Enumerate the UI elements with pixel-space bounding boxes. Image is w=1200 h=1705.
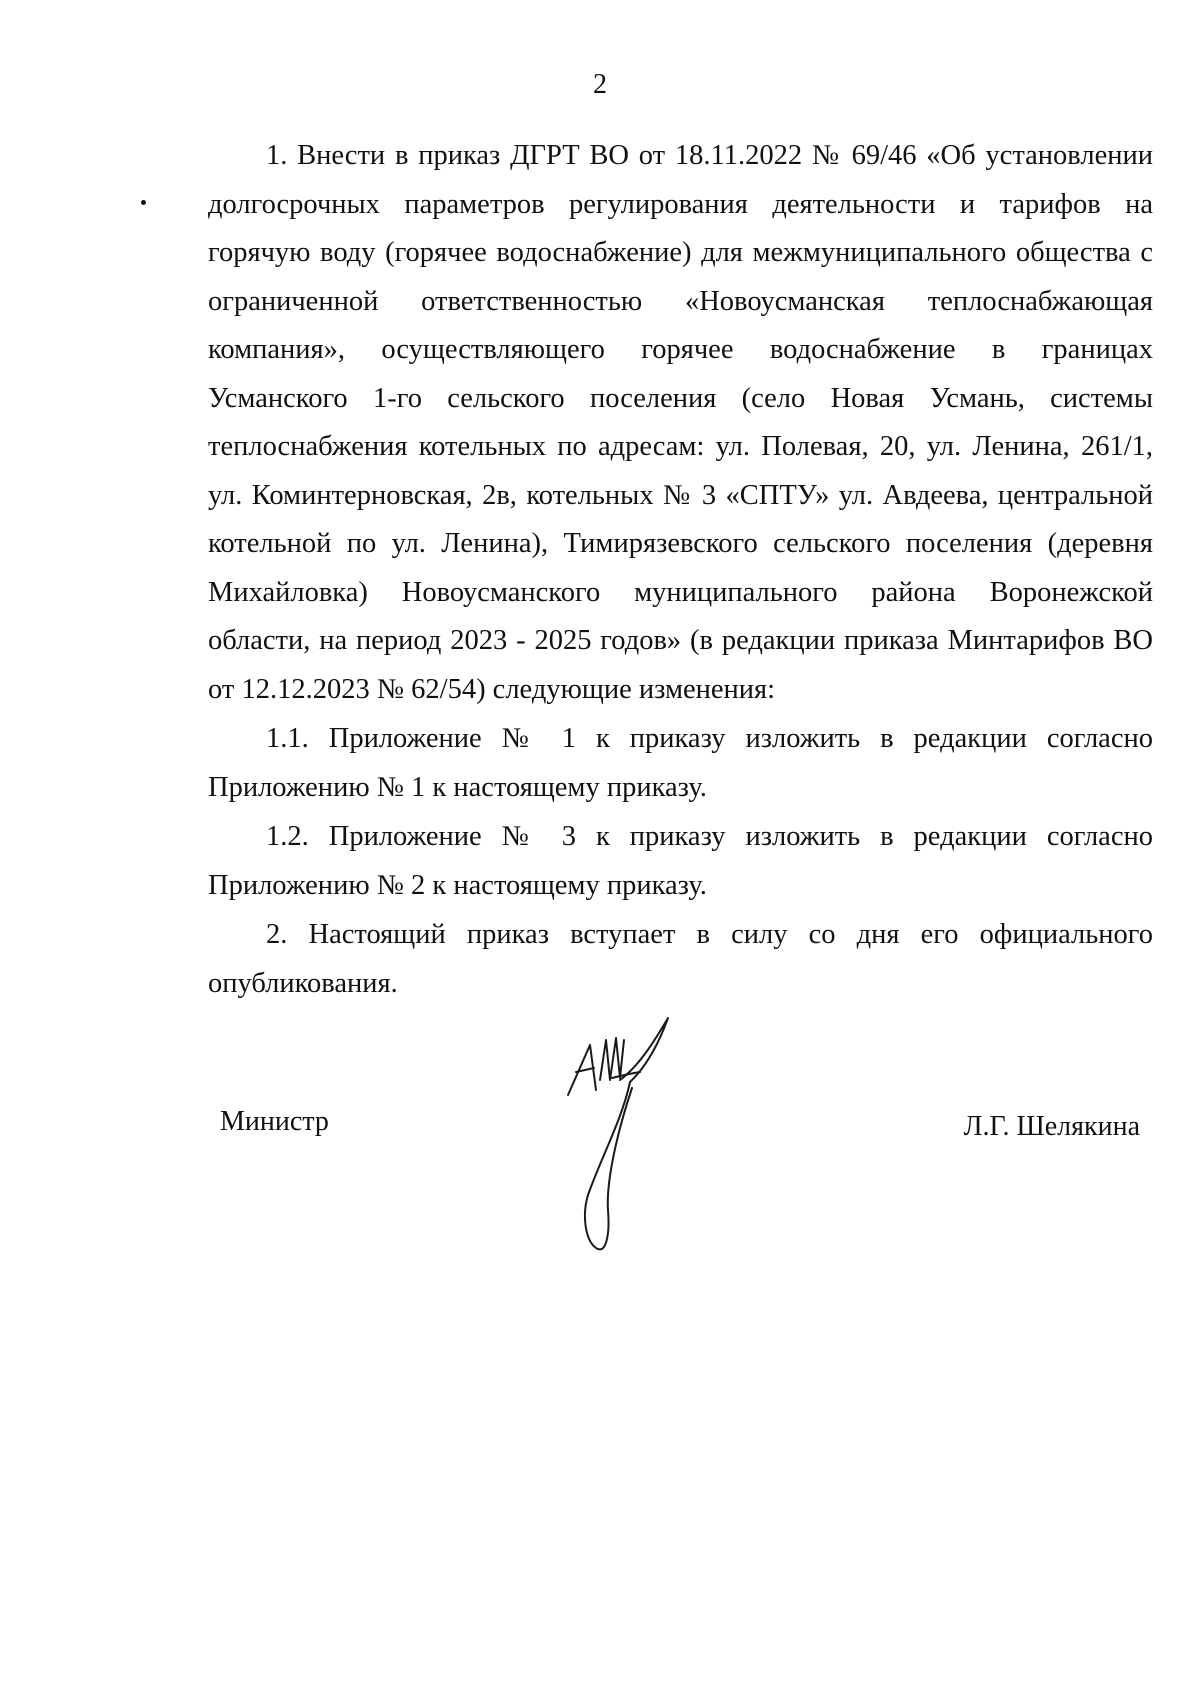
paragraph-1-1: 1.1. Приложение № 1 к приказу изложить в редакции согласно Приложению № 1 к настоящему приказу. [208, 723, 1153, 803]
document-body [208, 132, 1153, 1008]
page-number: 2 [593, 69, 607, 100]
paragraph-1-2: 1.2. Приложение № 3 к приказу изложить в редакции согласно Приложению № 2 к настоящему приказу. [208, 821, 1153, 901]
signatory-title: Министр [220, 1106, 329, 1137]
paragraph-2: 2. Настоящий приказ вступает в силу со дня его официального опубликования. [208, 919, 1153, 999]
signatory-name: Л.Г. Шелякина [963, 1111, 1140, 1142]
scan-dot-mark [141, 200, 146, 205]
signature-icon [560, 1010, 730, 1260]
paragraph-1: 1. Внести в приказ ДГРТ ВО от 18.11.2022 № 69/46 «Об установлении долгосрочных параметров регулирования деятельности и тарифов на горячую воду (горячее водоснабжение) для межмуниципального общества с ограниченной ответственностью «Новоусманская теплоснабжающая компания», осуществляющего горячее водоснабжение в границах Усманского 1-го сельского поселения (село Новая Усмань, системы теплоснабжения котельных по адресам: ул. Полевая, 20, ул. Ленина, 261/1, ул. Коминтерновская, 2в, котельных № 3 «СПТУ» ул. Авдеева, центральной котельной по ул. Ленина), Тимирязевского сельского поселения (деревня Михайловка) Новоусманского муниципального района Воронежской области, на период 2023 - 2025 годов» (в редакции приказа Минтарифов ВО от 12.12.2023 № 62/54) следующие изменения: [208, 140, 1153, 705]
